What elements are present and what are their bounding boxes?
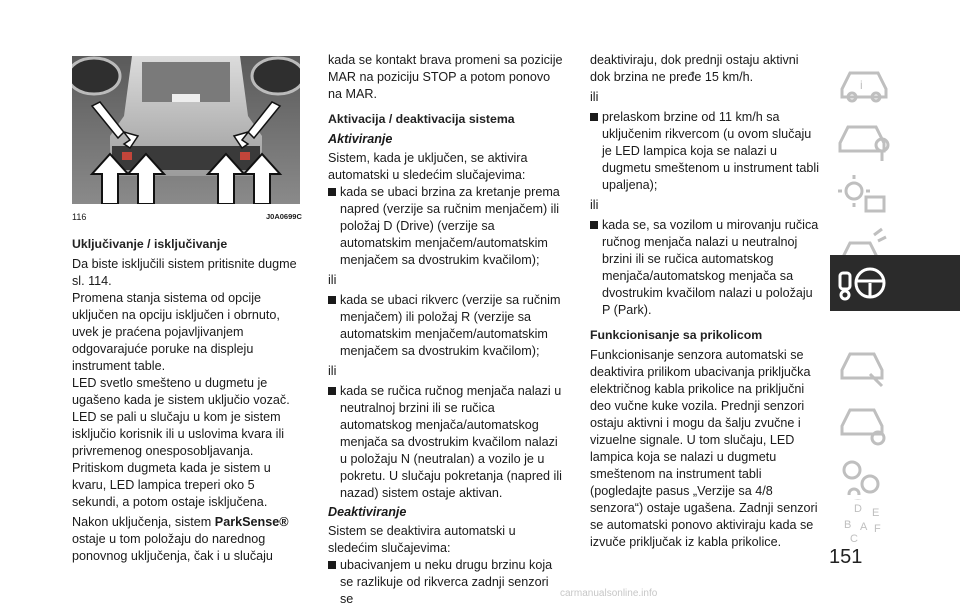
paragraph [72,514,304,565]
site-watermark: carmanualsonline.info [560,588,658,599]
bullet-item [328,383,564,502]
svg-text:E: E [872,507,880,519]
figure-number: 116 [72,212,87,222]
paragraph: LED svetlo smešteno u dugmetu je ugašeno kada je sistem uključio vozač. LED se pali u slučaju u kom je sistem isključio korisnik ili u uslovima kvara ili privremenog onesposobljavanja. [72,376,290,458]
brand-name: ParkSense® [214,515,289,529]
paragraph: Funkcionisanje senzora automatski se deaktivira prilikom ubacivanja priključka električnog kabla prikolice na priključni deo vučne kuke vozila. Prednji senzori ostaju aktivni i mogu da šalju zvučne i vizuelne signale. U tom slučaju, LED lampica koja se nalazi u dugmetu smeštenom na instrument tabli (pogledajte pasus „Verzije sa 4/8 senzora“) ostaje ugašena. Zadnji senzori se automatski ponovo aktiviraju kada se izvuče priključak iz kabla prikolice. [590,348,818,549]
paragraph: Da biste isključili sistem pritisnite dugme sl. 114. [72,257,297,288]
bullet-item [328,184,564,269]
bullet-text: kada se, sa vozilom u mirovanju ručica ručnog menjača nalazi u neutralnoj brzini ili se ručica automatskog menjača/automatskog menjača sa dvostrukim kvačilom nalazi u položaju P (Park). [602,218,819,317]
bullet-square-icon [590,113,598,121]
or-separator: ili [328,273,337,287]
section-heading: Aktivacija / deaktivacija sistema [328,112,515,126]
tab-driving[interactable] [830,255,960,311]
bullet-square-icon [328,188,336,196]
bullet-square-icon [328,561,336,569]
tab-car-wrench[interactable] [830,340,960,396]
subheading: Aktiviranje [328,132,393,146]
driving-steering-wheel-icon [830,255,960,311]
bullet-square-icon [590,221,598,229]
page-number: 151 [829,546,863,568]
tab-warning-lights[interactable] [830,167,960,223]
section-heading: Funkcionisanje sa prikolicom [590,328,763,342]
bullet-item [590,217,820,319]
tab-car-service[interactable] [830,396,960,452]
car-info-icon [830,55,960,111]
warning-lights-icon [830,167,960,223]
section-heading: Uključivanje / isključivanje [72,237,228,251]
car-service-icon [830,396,960,452]
bullet-item [328,557,564,608]
figure-code: J0A0699C [266,212,302,221]
bullet-item [590,109,820,194]
svg-text:C: C [850,533,858,545]
car-key-icon [830,111,960,167]
svg-text:i: i [860,78,863,92]
or-separator: ili [328,364,337,378]
subheading: Deaktiviranje [328,505,407,519]
paragraph-text: ostaje u tom položaju do narednog ponovnog uključenja, čak i u slučaju [72,532,273,563]
paragraph-text: Nakon uključenja, sistem [72,515,215,529]
column-2 [328,52,564,608]
bullet-item [328,292,564,360]
parking-sensor-figure [72,56,300,204]
paragraph: Sistem se deaktivira automatski u sledećim slučajevima: [328,524,516,555]
paragraph: deaktiviraju, dok prednji ostaju aktivni dok brzina ne pređe 15 km/h. [590,53,799,84]
tab-index[interactable] [830,500,960,546]
bullet-text: kada se ručica ručnog menjača nalazi u neutralnoj brzini ili se ručica automatskog menjača/automatskog menjača sa dvostrukim kvačilom nalazi u položaju N (neutralan) a vozilo je u pokretu. U slučaju pokretanja (napred ili nazad) sistem ostaje aktivan. [340,384,562,500]
or-separator: ili [590,90,599,104]
tab-car-key[interactable] [830,111,960,167]
paragraph: kada se kontakt brava promeni sa pozicije MAR na poziciju STOP a potom ponovo na MAR. [328,53,563,101]
svg-text:B: B [844,519,852,531]
car-wrench-icon [830,340,960,396]
svg-text:D: D [854,503,862,515]
tab-car-info[interactable] [830,55,960,111]
svg-text:F: F [874,523,881,535]
bullet-text: ubacivanjem u neku drugu brzinu koja se razlikuje od rikverca zadnji senzori se [340,558,553,606]
bullet-text: kada se ubaci brzina za kretanje prema napred (verzije sa ručnim menjačem) ili položaj D (Drive) (verzije sa automatskim menjačem/automatskim menjačem sa dvostrukim kvačilom); [340,185,560,267]
bullet-square-icon [328,296,336,304]
bullet-text: kada se ubaci rikverc (verzije sa ručnim menjačem) ili položaj R (verzije sa automatskim menjačem/automatskim menjačem sa dvostrukim kvačilom); [340,293,561,358]
paragraph: Sistem, kada je uključen, se aktivira automatski u sledećim slučajevima: [328,151,528,182]
index-letters-icon [830,500,960,546]
column-3 [590,52,820,551]
rear-bumper-sensors-illustration [72,56,300,204]
bullet-square-icon [328,387,336,395]
svg-text:A: A [860,521,868,533]
paragraph: Pritiskom dugmeta kada je sistem u kvaru, LED lampica treperi oko 5 sekundi, a potom ostaje isključena. [72,461,271,509]
paragraph: Promena stanja sistema od opcije uključen na opciju isključen i obrnuto, uvek je praćena pojavljivanjem odgovarajuće poruke na displeju instrument table. [72,291,280,373]
bullet-text: prelaskom brzine od 11 km/h sa uključenim rikvercom (u ovom slučaju je LED lampica koja se nalazi u dugmetu smeštenom u instrument tabli upaljena); [602,110,819,192]
or-separator: ili [590,198,599,212]
column-1 [72,232,304,565]
